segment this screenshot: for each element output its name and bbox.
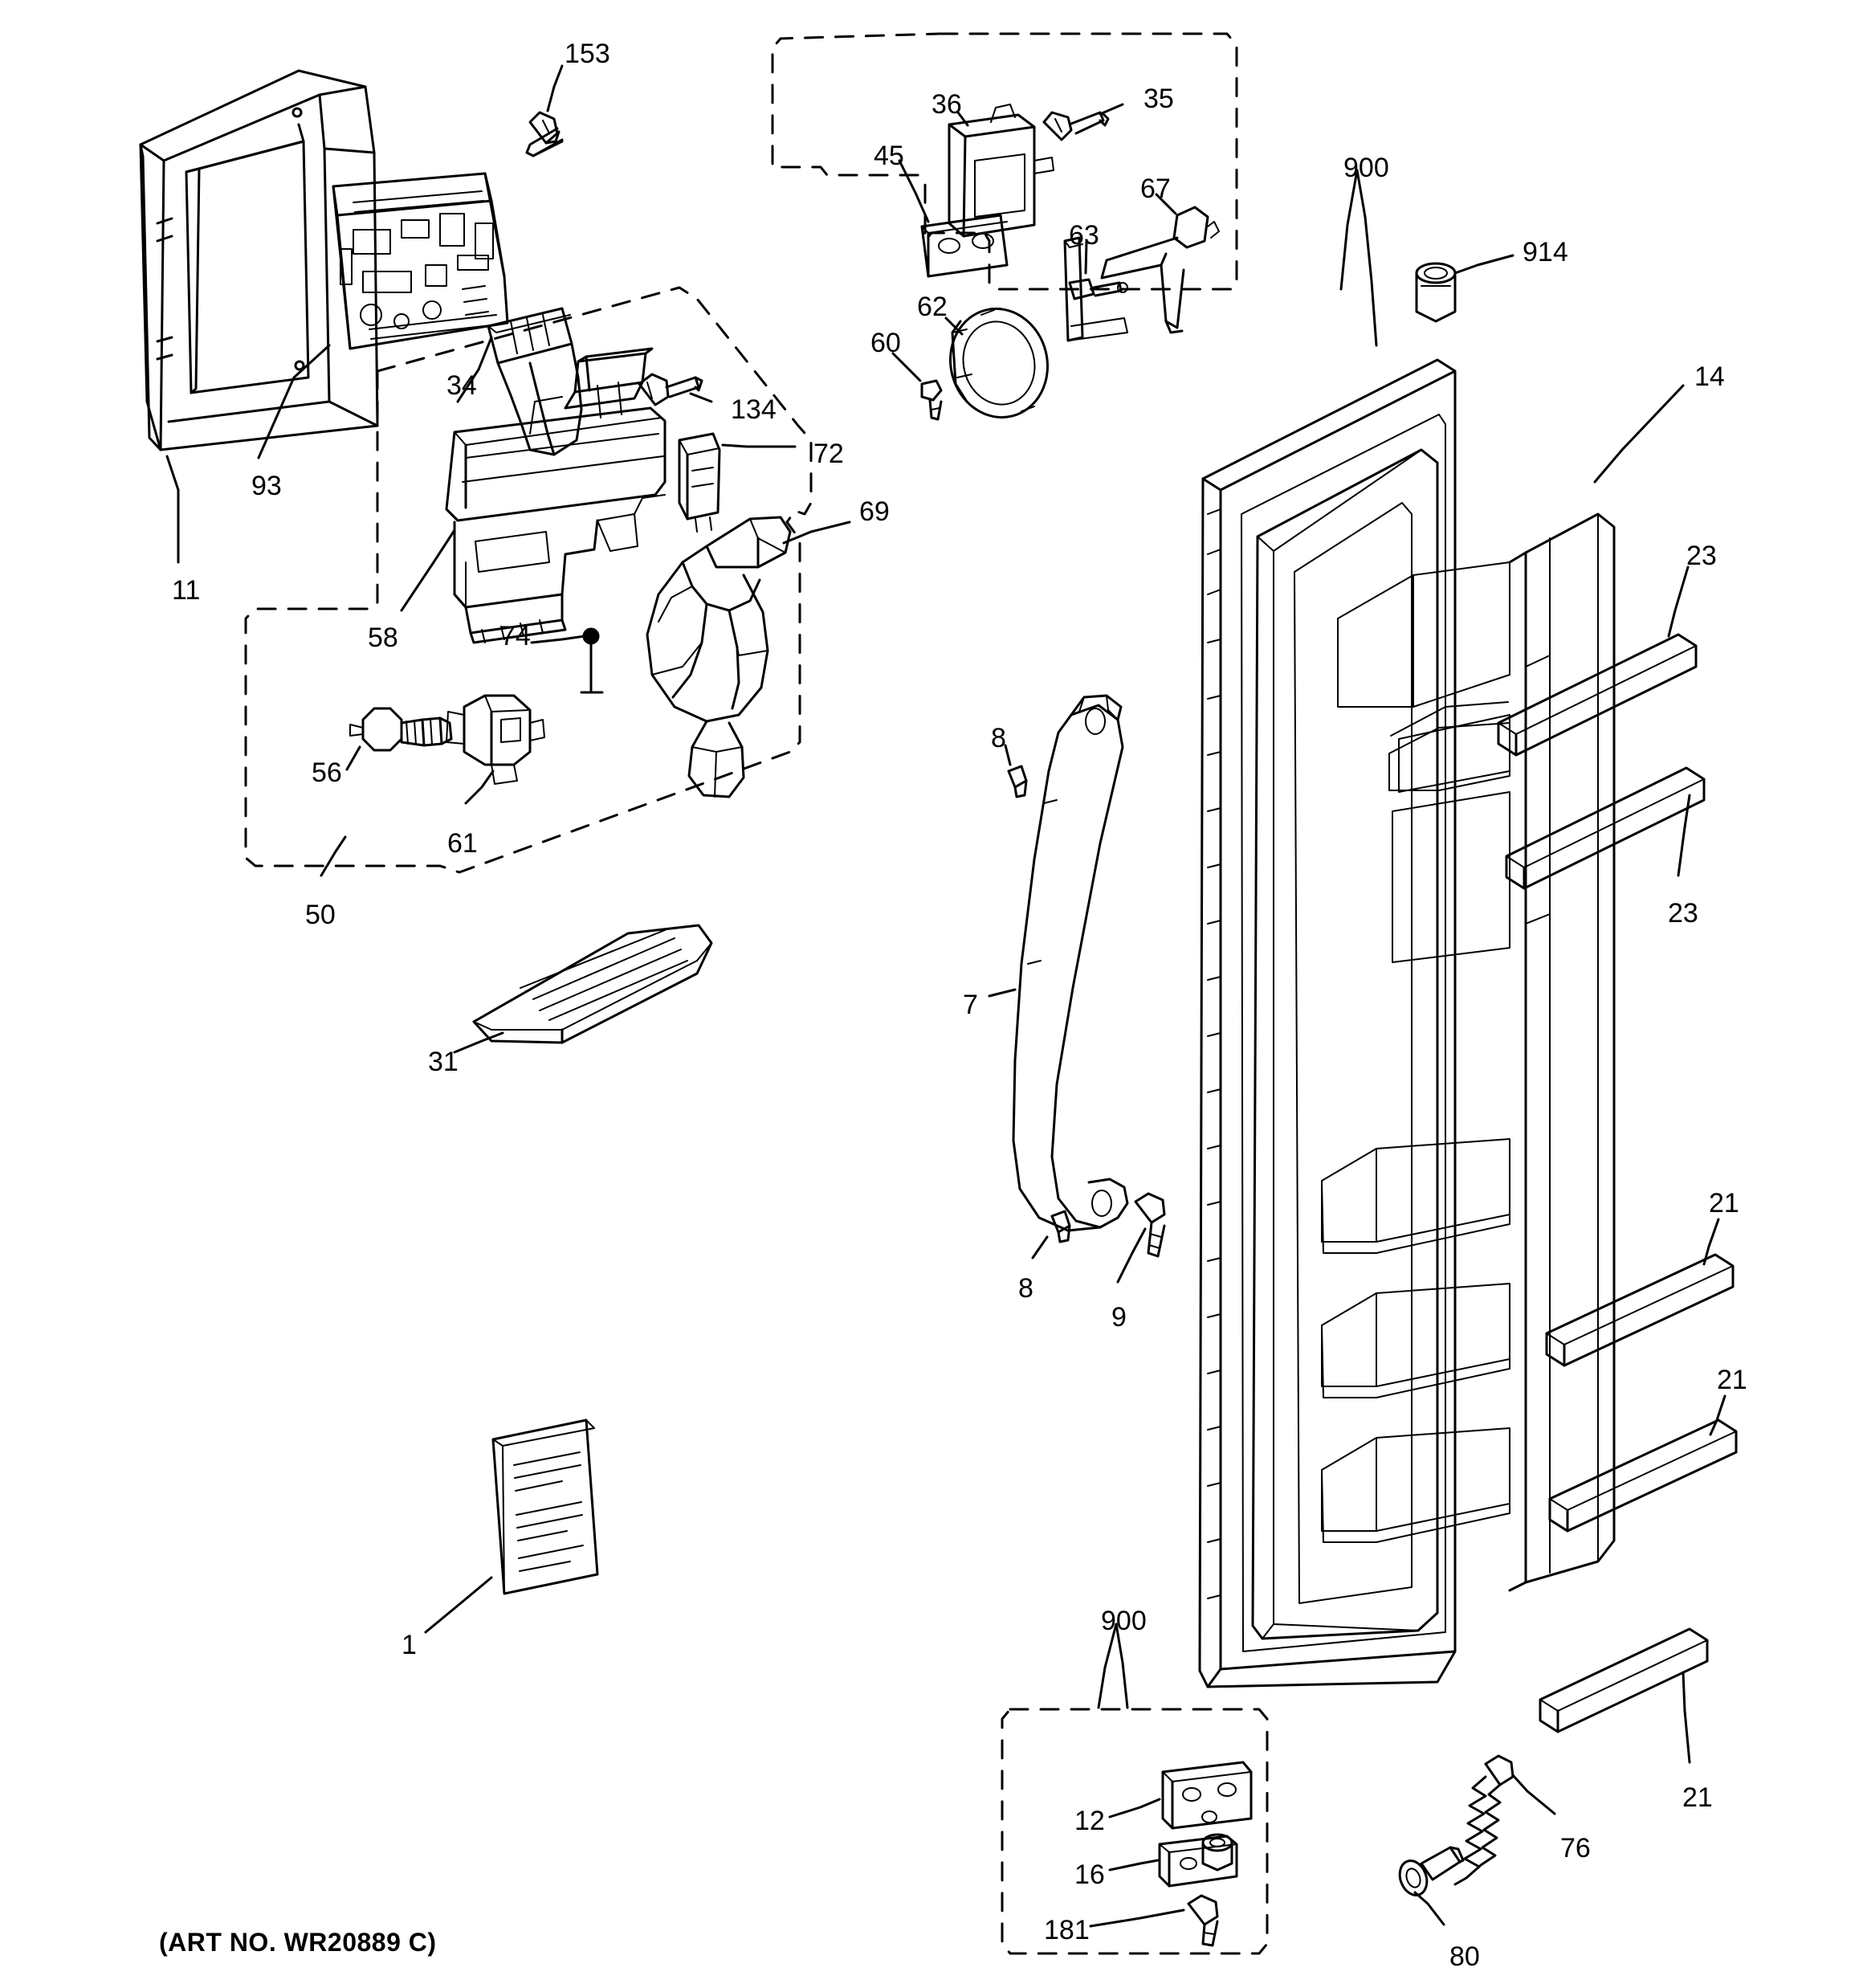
part-60-screw (922, 381, 941, 419)
part-74-pin (581, 629, 602, 692)
callout-45: 45 (874, 141, 904, 171)
leader-181 (1090, 1910, 1184, 1926)
callout-63: 63 (1069, 220, 1099, 251)
leader-153 (548, 66, 562, 111)
part-134-screw (639, 374, 702, 405)
leader-16 (1110, 1860, 1158, 1870)
leader-9 (1118, 1229, 1145, 1282)
part-76-spring (1455, 1756, 1513, 1884)
part-69-fan-shroud (647, 517, 790, 797)
part-61-socket (446, 696, 544, 784)
callout-69: 69 (859, 496, 890, 527)
callout-12: 12 (1074, 1806, 1105, 1836)
callout-8-bottom: 8 (1018, 1273, 1033, 1304)
leader-50 (321, 837, 345, 876)
callout-93: 93 (251, 471, 282, 501)
callout-900-bottom: 900 (1101, 1606, 1147, 1636)
leader-23-upper (1669, 567, 1688, 636)
callout-900-top: 900 (1343, 153, 1389, 183)
leader-74 (532, 636, 585, 643)
callout-153: 153 (565, 39, 610, 69)
part-7-handle (1013, 696, 1127, 1231)
leader-1 (426, 1578, 491, 1632)
leader-31 (455, 1033, 503, 1052)
part-62-fan-ring (939, 299, 1058, 428)
part-14-freezer-door (1200, 360, 1614, 1687)
leader-93 (259, 345, 329, 458)
callout-62: 62 (917, 292, 948, 322)
leader-900-top (1357, 170, 1376, 345)
part-34-wire-harness (488, 308, 581, 455)
part-12-hinge-plate (1163, 1762, 1251, 1828)
leader-35 (1100, 104, 1123, 114)
leader-900-top-2 (1341, 170, 1357, 289)
leader-8-bottom (1033, 1237, 1047, 1258)
callout-23-lower: 23 (1668, 898, 1698, 929)
leader-914 (1455, 255, 1513, 273)
leader-80 (1415, 1892, 1444, 1925)
leader-76 (1513, 1775, 1555, 1814)
callout-914: 914 (1523, 237, 1568, 267)
leader-61 (466, 771, 493, 803)
callout-72: 72 (813, 439, 844, 469)
part-181-screw (1188, 1896, 1217, 1945)
part-9-screw (1135, 1194, 1164, 1256)
callout-58: 58 (368, 623, 398, 653)
part-914-cap (1417, 263, 1455, 321)
part-21-rail-2 (1550, 1420, 1736, 1531)
callout-56: 56 (312, 757, 342, 788)
callout-76: 76 (1560, 1833, 1591, 1863)
callout-14: 14 (1694, 361, 1725, 392)
callout-61: 61 (447, 828, 478, 859)
leader-56 (347, 747, 360, 769)
part-23-rail-lower (1506, 768, 1704, 888)
leader-23-lower (1678, 795, 1690, 876)
callout-34: 34 (446, 370, 477, 401)
part-1-literature (493, 1420, 597, 1594)
callout-35: 35 (1143, 84, 1174, 114)
leader-58 (402, 530, 455, 610)
callout-80: 80 (1449, 1941, 1480, 1972)
leader-900-bottom-2 (1099, 1624, 1116, 1708)
part-35-screw (1044, 112, 1108, 140)
part-67-lever (1102, 207, 1219, 333)
part-80-bushing (1395, 1847, 1463, 1899)
callout-9: 9 (1111, 1302, 1127, 1333)
callout-181: 181 (1044, 1915, 1090, 1945)
part-56-bulb (350, 708, 451, 750)
part-21-rail-3 (1540, 1629, 1707, 1732)
part-8-plug-top (1009, 766, 1026, 797)
leader-12 (1110, 1799, 1160, 1817)
leader-21-3 (1683, 1672, 1690, 1762)
callout-31: 31 (428, 1047, 459, 1077)
callout-134: 134 (731, 394, 777, 425)
callout-7: 7 (963, 990, 978, 1020)
callout-23-upper: 23 (1686, 541, 1717, 571)
callout-60: 60 (870, 328, 901, 358)
part-21-rail-1 (1547, 1255, 1733, 1365)
callout-21-3: 21 (1682, 1782, 1713, 1813)
callout-36: 36 (932, 89, 962, 120)
part-31-tray (474, 925, 711, 1043)
leader-11 (167, 456, 178, 562)
part-58-icemaker-housing (446, 349, 665, 643)
callout-21-2: 21 (1717, 1365, 1747, 1395)
art-number-label: (ART NO. WR20889 C) (159, 1928, 437, 1957)
dashed-group-bottom (1002, 1709, 1267, 1953)
leader-900-bottom (1116, 1624, 1127, 1708)
leader-14 (1595, 386, 1683, 482)
callout-67: 67 (1140, 173, 1171, 204)
part-16-hinge-pin (1160, 1835, 1237, 1886)
part-153-screw (527, 112, 562, 156)
leader-7 (989, 990, 1015, 996)
part-93-control-board (333, 173, 508, 349)
callout-21-1: 21 (1709, 1188, 1739, 1219)
part-72-sensor (679, 434, 720, 532)
callout-50: 50 (305, 900, 336, 930)
callout-1: 1 (402, 1630, 417, 1660)
callout-74: 74 (500, 621, 531, 651)
leader-134 (691, 394, 711, 402)
callout-11: 11 (172, 575, 201, 606)
leader-21-2 (1710, 1396, 1725, 1435)
leader-72 (723, 445, 795, 447)
callout-16: 16 (1074, 1859, 1105, 1890)
callout-8-top: 8 (991, 723, 1006, 753)
